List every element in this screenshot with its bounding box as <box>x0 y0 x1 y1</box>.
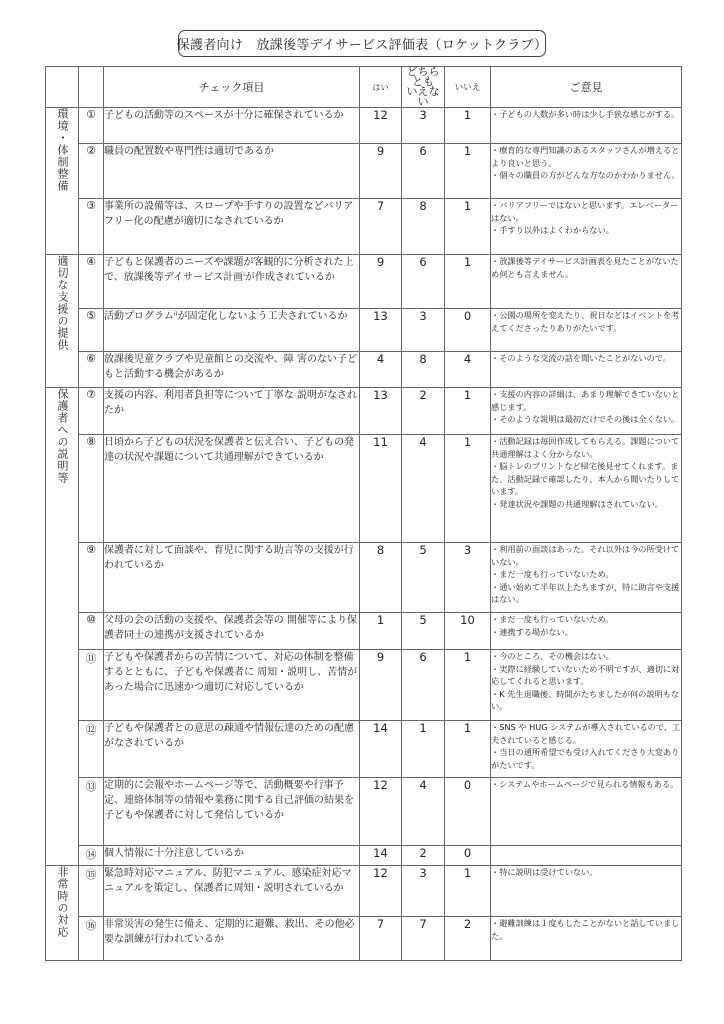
neither-count: 8 <box>402 352 445 388</box>
item-text: 職員の配置数や専門性は適切であるか <box>104 144 360 199</box>
yes-count: 9 <box>360 255 402 309</box>
item-text: 子どもの活動等のスペースが十分に確保されているか <box>104 108 360 144</box>
neither-count: 3 <box>402 309 445 352</box>
item-text: 子どもと保護者のニーズや課題が客観的に分析された上で、放課後等デイサービス計画ⁱが作成されているか <box>104 255 360 309</box>
neither-count: 8 <box>402 199 445 255</box>
item-number: ⑮ <box>79 866 104 917</box>
opinion-comment: ・療育的な専門知識のあるスタッフさんが増えるとより良いと思う。 <box>491 145 680 168</box>
item-text: 非常災害の発生に備え、定期的に避難、救出、その他必要な訓練が行われているか <box>104 917 360 961</box>
neither-count: 7 <box>402 917 445 961</box>
opinion-comment: ・今のところ、その機会はない。 <box>491 651 614 661</box>
item-text: 子どもや保護者との意思の疎通や情報伝達のための配慮がなされているか <box>104 721 360 778</box>
item-text: 事業所の設備等は、スロープや手すりの設置などバリアフリー化の配慮が適切になされているか <box>104 199 360 255</box>
category-label <box>46 388 79 866</box>
item-text: 保護者に対して面談や、育児に関する助言等の支援が行われているか <box>104 543 360 613</box>
no-count: 1 <box>445 650 491 721</box>
yes-count: 14 <box>360 721 402 778</box>
opinion-cell <box>491 778 682 846</box>
item-text: 活動プログラムⁱⁱが固定化しないよう工夫されているか <box>104 309 360 352</box>
item-number: ④ <box>79 255 104 309</box>
category-label <box>46 866 79 961</box>
opinion-comment: ・SNS や HUG システムが導入されているので、工夫されていると感じる。 <box>491 722 681 745</box>
opinion-comment: ・放課後等デイサービス計画表を見たことがないため何とも言えません。 <box>491 256 679 279</box>
table-row <box>46 846 682 866</box>
item-number: ⑤ <box>79 309 104 352</box>
opinion-comment: ・当日の通所希望でも受け入れてくださり大変ありがたいです。 <box>491 747 680 770</box>
neither-count: 3 <box>402 866 445 917</box>
item-number: ⑯ <box>79 917 104 961</box>
neither-count: 1 <box>402 721 445 778</box>
item-number: ⑥ <box>79 352 104 388</box>
table-row <box>46 721 682 778</box>
opinion-cell <box>491 543 682 613</box>
table-row <box>46 650 682 721</box>
item-text: 子どもや保護者からの苦情について、対応の体制を整備するとともに、子どもや保護者に 周知・説明し、苦情があった場合に迅速かつ適切に対応しているか <box>104 650 360 721</box>
item-number: ⑨ <box>79 543 104 613</box>
header-blank-number <box>79 67 104 108</box>
neither-count: 4 <box>402 778 445 846</box>
no-count: 0 <box>445 846 491 866</box>
header-yes: はい <box>360 67 402 108</box>
item-text: 定期的に会報やホームページ等で、活動概要や行事予定、連絡体制等の情報や業務に関する自己評価の結果を子どもや保護者に対して発信しているか <box>104 778 360 846</box>
item-number: ② <box>79 144 104 199</box>
opinion-cell <box>491 255 682 309</box>
opinion-comment: ・活動記録は毎回作成してもらえる。課題について共通理解はよく分からない。 <box>491 436 680 459</box>
opinion-cell <box>491 846 682 866</box>
category-text: 環境・体制整備 <box>56 108 69 192</box>
document-title: 保護者向け 放課後等デイサービス評価表（ロケットクラブ） <box>178 30 546 57</box>
yes-count: 9 <box>360 144 402 199</box>
item-text: 放課後児童クラブや児童館との交流や、障 害のない子どもと活動する機会があるか <box>104 352 360 388</box>
item-text: 緊急時対応マニュアル、防犯マニュアル、感染症対応マニュアルを策定し、保護者に周知・説明されているか <box>104 866 360 917</box>
neither-count: 6 <box>402 144 445 199</box>
opinion-comment: ・発達状況や課題の共通理解はされていない。 <box>491 498 663 509</box>
item-number: ⑩ <box>79 613 104 650</box>
no-count: 3 <box>445 543 491 613</box>
opinion-comment: ・K 先生退職後、時間がたちましたが何の説明もない。 <box>491 688 680 712</box>
opinion-comment: ・公園の場所を変えたり、祝日などはイベントを考えてくださったりありがたいです。 <box>491 310 680 333</box>
opinion-comment: ・そのような交流の話を聞いたことがないので。 <box>491 353 671 363</box>
category-text: 非常時の対応 <box>56 866 69 938</box>
no-count: 2 <box>445 917 491 961</box>
item-number: ⑬ <box>79 778 104 846</box>
table-row <box>46 352 682 388</box>
opinion-comment: ・まだ一度も行っていないため。 <box>491 569 614 580</box>
table-row <box>46 144 682 199</box>
opinion-comment: ・子どもの人数が多い時は少し手狭な感じがする。 <box>491 109 680 119</box>
table-row <box>46 435 682 543</box>
neither-count: 5 <box>402 543 445 613</box>
opinion-comment: ・個々の職員の方がどんな方なのかわかりません。 <box>491 170 680 181</box>
table-row <box>46 778 682 846</box>
yes-count: 12 <box>360 866 402 917</box>
opinion-comment: ・利用前の面談はあった。それ以外は今の所受けていない。 <box>491 544 680 567</box>
table-row <box>46 613 682 650</box>
opinion-comment: ・まだ一度も行っていないため。 <box>491 614 614 624</box>
yes-count: 9 <box>360 650 402 721</box>
no-count: 1 <box>445 721 491 778</box>
item-number: ⑪ <box>79 650 104 721</box>
yes-count: 12 <box>360 108 402 144</box>
opinion-cell <box>491 721 682 778</box>
opinion-comment: ・脳トレのプリントなど帰宅後見せてくれます。また、活動記録で確認したり、本人から聞いたりしています。 <box>491 461 680 497</box>
no-count: 0 <box>445 778 491 846</box>
opinion-cell <box>491 144 682 199</box>
opinion-cell <box>491 108 682 144</box>
opinion-cell <box>491 917 682 961</box>
yes-count: 8 <box>360 543 402 613</box>
opinion-comment: ・システムやホームページで見られる情報もある。 <box>491 779 679 789</box>
opinion-comment: ・特に説明は受けていない。 <box>491 867 598 877</box>
table-body <box>46 108 682 961</box>
opinion-cell <box>491 352 682 388</box>
item-text: 支援の内容、利用者負担等について丁寧な 説明がなされたか <box>104 388 360 435</box>
item-number: ③ <box>79 199 104 255</box>
table-row <box>46 108 682 144</box>
neither-count: 2 <box>402 846 445 866</box>
yes-count: 1 <box>360 613 402 650</box>
opinion-comment: ・バリアフリーではないと思います。エレベーターはない。 <box>491 200 679 223</box>
opinion-cell <box>491 435 682 543</box>
neither-count: 5 <box>402 613 445 650</box>
opinion-comment: ・連携する場がない。 <box>491 626 573 637</box>
item-text: 日頃から子どもの状況を保護者と伝え合い、子どもの発達の状況や課題について共通理解ができているか <box>104 435 360 543</box>
no-count: 1 <box>445 108 491 144</box>
yes-count: 12 <box>360 778 402 846</box>
table-row <box>46 309 682 352</box>
item-number: ⑧ <box>79 435 104 543</box>
evaluation-table <box>45 66 682 961</box>
opinion-cell <box>491 866 682 917</box>
opinion-comment: ・通い始めて半年以上たちますが、特に助言や支援はない。 <box>491 581 680 605</box>
no-count: 1 <box>445 199 491 255</box>
neither-count: 6 <box>402 255 445 309</box>
header-neither <box>402 67 445 108</box>
opinion-comment: ・手すり以外はよくわからない。 <box>491 225 614 236</box>
yes-count: 14 <box>360 846 402 866</box>
neither-count: 6 <box>402 650 445 721</box>
opinion-comment: ・実際に経験していないため不明ですが、適切に対応してくれると思います。 <box>491 663 680 687</box>
neither-count: 3 <box>402 108 445 144</box>
yes-count: 7 <box>360 199 402 255</box>
table-row <box>46 199 682 255</box>
yes-count: 11 <box>360 435 402 543</box>
yes-count: 13 <box>360 388 402 435</box>
no-count: 1 <box>445 866 491 917</box>
no-count: 1 <box>445 435 491 543</box>
category-text: 保護者への説明等 <box>56 388 69 484</box>
item-number: ⑫ <box>79 721 104 778</box>
no-count: 1 <box>445 388 491 435</box>
table-row <box>46 543 682 613</box>
header-blank-category <box>46 67 79 108</box>
item-number: ⑦ <box>79 388 104 435</box>
header-row <box>46 67 682 108</box>
table-row <box>46 255 682 309</box>
opinion-cell <box>491 650 682 721</box>
yes-count: 7 <box>360 917 402 961</box>
header-item: チェック項目 <box>104 67 360 108</box>
opinion-cell <box>491 388 682 435</box>
category-label <box>46 108 79 255</box>
no-count: 1 <box>445 255 491 309</box>
item-text: 個人情報に十分注意しているか <box>104 846 360 866</box>
no-count: 1 <box>445 144 491 199</box>
neither-count: 2 <box>402 388 445 435</box>
item-number: ⑭ <box>79 846 104 866</box>
opinion-comment: ・支援の内容の詳細は、あまり理解できていないと感じます。 <box>491 389 680 412</box>
table-row <box>46 917 682 961</box>
opinion-cell <box>491 613 682 650</box>
opinion-comment: ・避難訓練は１度もしたことがないと話していました。 <box>491 918 680 941</box>
no-count: 0 <box>445 309 491 352</box>
yes-count: 13 <box>360 309 402 352</box>
opinion-cell <box>491 309 682 352</box>
yes-count: 4 <box>360 352 402 388</box>
neither-count: 4 <box>402 435 445 543</box>
table-row <box>46 866 682 917</box>
header-no: いいえ <box>445 67 491 108</box>
no-count: 4 <box>445 352 491 388</box>
item-number: ① <box>79 108 104 144</box>
opinion-comment: ・そのような説明は最初だけでその後は全くない。 <box>491 414 680 425</box>
header-opinion: ご意見 <box>491 67 682 108</box>
header-neither-text: どちらとも いえない <box>406 65 440 108</box>
category-label <box>46 255 79 388</box>
no-count: 10 <box>445 613 491 650</box>
item-text: 父母の会の活動の支援や、保護者会等の 開催等により保護者同士の連携が支援されているか <box>104 613 360 650</box>
opinion-cell <box>491 199 682 255</box>
category-text: 適切な支援の提供 <box>56 255 69 351</box>
table-row <box>46 388 682 435</box>
